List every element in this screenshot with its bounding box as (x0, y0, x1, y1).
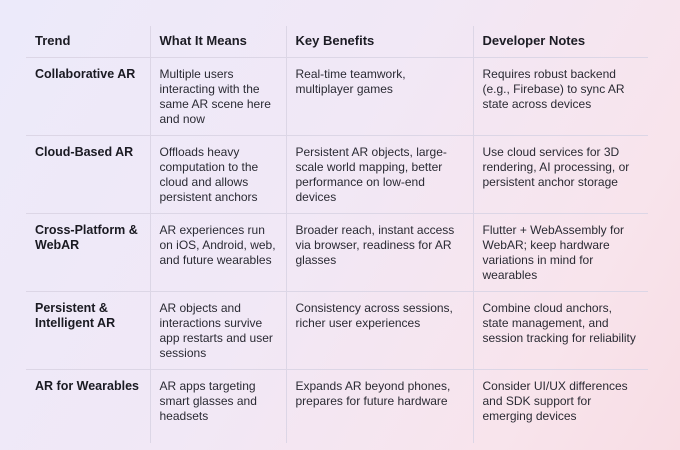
benefits-cell: Persistent AR objects, large-scale world mapping, better performance on low-end devices (286, 135, 473, 213)
table-row (26, 291, 648, 369)
trend-cell: Collaborative AR (26, 57, 150, 135)
header-trend: Trend (35, 33, 71, 48)
header-what-it-means: What It Means (150, 26, 286, 57)
means-cell: AR objects and interactions survive app restarts and user sessions (150, 291, 286, 369)
trend-cell: AR for Wearables (26, 369, 150, 443)
table-row (26, 135, 648, 213)
means-cell: Offloads heavy computation to the cloud and allows persistent anchors (150, 135, 286, 213)
table-row (26, 57, 648, 135)
trend-cell: Cross-Platform & WebAR (26, 213, 150, 291)
table-row (26, 369, 648, 443)
notes-cell: Requires robust backend (e.g., Firebase) to sync AR state across devices (473, 57, 648, 135)
header-key-benefits: Key Benefits (286, 26, 473, 57)
benefits-cell: Expands AR beyond phones, prepares for future hardware (286, 369, 473, 443)
header-developer-notes: Developer Notes (473, 26, 648, 57)
benefits-cell: Real-time teamwork, multiplayer games (286, 57, 473, 135)
ar-trends-table (26, 26, 648, 443)
means-cell: AR experiences run on iOS, Android, web, and future wearables (150, 213, 286, 291)
means-cell: AR apps targeting smart glasses and headsets (150, 369, 286, 443)
trend-cell: Cloud-Based AR (26, 135, 150, 213)
notes-cell: Flutter + WebAssembly for WebAR; keep hardware variations in mind for wearables (473, 213, 648, 291)
table-row (26, 213, 648, 291)
notes-cell: Combine cloud anchors, state management, and session tracking for reliability (473, 291, 648, 369)
table-header-row (26, 26, 648, 57)
benefits-cell: Broader reach, instant access via browser, readiness for AR glasses (286, 213, 473, 291)
notes-cell: Consider UI/UX differences and SDK support for emerging devices (473, 369, 648, 443)
means-cell: Multiple users interacting with the same AR scene here and now (150, 57, 286, 135)
trend-cell: Persistent & Intelligent AR (26, 291, 150, 369)
notes-cell: Use cloud services for 3D rendering, AI processing, or persistent anchor storage (473, 135, 648, 213)
benefits-cell: Consistency across sessions, richer user experiences (286, 291, 473, 369)
